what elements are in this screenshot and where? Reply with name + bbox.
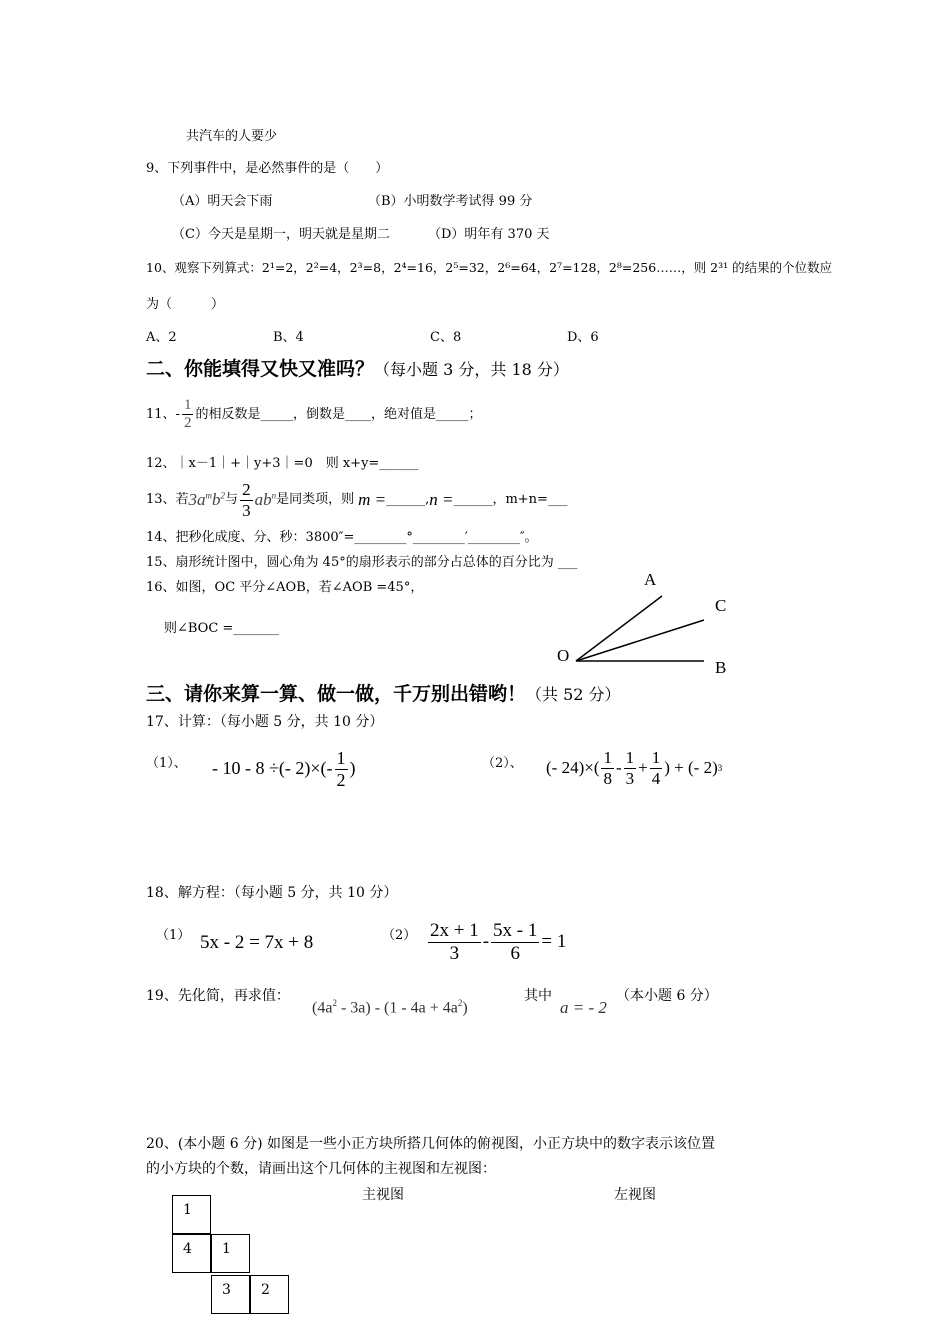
q20-line-1: 20、(本小题 6 分) 如图是一些小正方块所搭几何体的俯视图，小正方块中的数字表示该位置 xyxy=(146,1136,715,1152)
q17-part2-label: （2）、 xyxy=(482,756,523,771)
q13-numerator: 2 xyxy=(242,480,251,499)
q9-option-b: （B）小明数学考试得 99 分 xyxy=(368,194,533,209)
q17-expr-1 xyxy=(212,748,356,790)
q17-expr-1-main: - 10 - 8 ÷(- 2)×(- xyxy=(212,758,333,779)
q17-expr-2-start: (- 24)×( xyxy=(546,757,600,777)
section-3-heading xyxy=(146,683,621,706)
q17-f2-den: 3 xyxy=(625,768,635,788)
ray-oa xyxy=(576,596,662,661)
q17-expr-1-fraction xyxy=(335,748,348,790)
q10-stem-cont: 为（ ） xyxy=(146,297,225,312)
q16-stem: 16、如图，OC 平分∠AOB，若∠AOB =45°， xyxy=(146,580,424,595)
q17-expr-2-frac-2 xyxy=(624,748,637,788)
q18-frac-2 xyxy=(491,920,539,965)
q19-expression xyxy=(312,998,468,1018)
top-view-cell: 1 xyxy=(172,1195,211,1234)
q13-n: n = xyxy=(429,489,454,509)
q17-expr-1-end: ) xyxy=(349,758,356,779)
label-a: A xyxy=(644,570,657,589)
q13-term1-exp-2: 2 xyxy=(220,490,226,501)
q19-expr-a: (4a xyxy=(312,999,333,1017)
q17-stem: 17、计算：（每小题 5 分，共 10 分） xyxy=(146,714,384,730)
label-b: B xyxy=(715,658,727,677)
q18-op: - xyxy=(482,930,490,952)
q18-part1-label: （1） xyxy=(156,928,191,943)
q13-term2-exp-n: n xyxy=(271,490,277,501)
q17-expr-2 xyxy=(546,748,722,788)
q17-expr-2-frac-1 xyxy=(601,748,614,788)
q10-option-c: C、8 xyxy=(430,330,462,345)
q14: 14、把秒化成度、分、秒：3800″=________°________′________″。 xyxy=(146,530,538,545)
section-2-note: （每小题 3 分，共 18 分） xyxy=(374,360,569,379)
label-c: C xyxy=(715,596,727,615)
q15: 15、扇形统计图中，圆心角为 45°的扇形表示的部分占总体的百分比为 ___ xyxy=(146,555,578,570)
top-view-cell: 3 xyxy=(211,1275,250,1314)
label-o: O xyxy=(557,646,570,665)
q18-f2-num: 5x - 1 xyxy=(493,920,538,941)
q13-m: m = xyxy=(358,489,387,509)
q13-term2-base: ab xyxy=(254,489,272,509)
q9-option-a: （A）明天会下雨 xyxy=(172,194,273,209)
section-3-note: （共 52 分） xyxy=(526,685,621,704)
q10-option-d: D、6 xyxy=(567,330,599,345)
q13-term1-exp-m: m xyxy=(205,490,213,501)
q18-equation-1: 5x - 2 = 7x + 8 xyxy=(200,932,314,953)
q19-expr-b: - 3a) - (1 - 4a + 4a xyxy=(336,999,458,1017)
q9-option-d: （D）明年有 370 天 xyxy=(428,227,550,242)
section-3-title: 三、请你来算一算、做一做，千万别出错哟！ xyxy=(146,683,527,705)
q19-exp-2: 2 xyxy=(457,998,463,1008)
q17-expr-1-den: 2 xyxy=(336,769,346,790)
q17-op-2: + xyxy=(638,757,648,777)
q16-ask: 则∠BOC =_______ xyxy=(164,621,279,636)
q13-tail: ，m+n=___ xyxy=(492,492,568,508)
q13-blank-2: ______ xyxy=(453,492,493,508)
q18-f1-den: 3 xyxy=(449,942,460,964)
q17-f1-den: 8 xyxy=(603,768,612,788)
q13-denominator: 3 xyxy=(242,500,251,520)
q17-expr-2-exp: 3 xyxy=(717,762,723,773)
q17-part1-label: （1）、 xyxy=(146,756,187,771)
q18-rhs: = 1 xyxy=(541,930,567,952)
q13-term1-base: 3a xyxy=(188,489,206,509)
q10-stem: 10、观察下列算式：2¹=2，2²=4，2³=8，2⁴=16，2⁵=32，2⁶=64，2⁷=128，2⁸=256……，则 2³¹ 的结果的个位数应 xyxy=(146,260,833,275)
q13-blank-1: ______, xyxy=(386,492,430,508)
q11-text: 的相反数是_____，倒数是____，绝对值是_____； xyxy=(195,406,482,422)
q9-stem: 9、下列事件中，是必然事件的是（ ） xyxy=(146,161,389,176)
q18-f2-den: 6 xyxy=(510,942,520,964)
q18-stem: 18、解方程：（每小题 5 分，共 10 分） xyxy=(146,885,398,901)
q13-label: 13、若 xyxy=(146,492,189,508)
q17-expr-2-frac-3 xyxy=(650,748,663,788)
q19-condition: a = - 2 xyxy=(560,998,607,1017)
q11-label: 11、- xyxy=(146,406,180,422)
q19-note: （本小题 6 分） xyxy=(616,988,718,1004)
q10-option-a: A、2 xyxy=(146,330,177,345)
ray-oc xyxy=(576,620,704,661)
top-view-cell: 2 xyxy=(250,1275,289,1314)
q19-expr-c: ) xyxy=(462,999,468,1017)
q19-exp-1: 2 xyxy=(332,998,337,1008)
q17-expr-1-num: 1 xyxy=(336,748,346,768)
left-view-label: 左视图 xyxy=(614,1187,656,1203)
q8-continuation: 共汽车的人要少 xyxy=(186,129,278,144)
q17-op-1: - xyxy=(615,757,622,777)
q11-denominator: 2 xyxy=(183,415,192,432)
q17-f3-num: 1 xyxy=(651,748,661,767)
q13-text: 是同类项，则 xyxy=(276,492,355,508)
q17-expr-2-end: ) + (- 2) xyxy=(664,757,718,777)
q17-f1-num: 1 xyxy=(603,748,612,767)
q18-equation-2 xyxy=(426,920,566,965)
q10-option-b: B、4 xyxy=(273,330,304,345)
q17-f3-den: 4 xyxy=(651,768,661,788)
q17-f2-num: 1 xyxy=(625,748,635,767)
q13-term1-b: b xyxy=(212,489,221,509)
q19-stem: 19、先化简，再求值： xyxy=(146,988,290,1004)
q19-where: 其中 xyxy=(524,988,552,1004)
front-view-label: 主视图 xyxy=(362,1187,404,1203)
top-view-cell: 4 xyxy=(172,1234,211,1273)
q11-numerator: 1 xyxy=(182,397,194,415)
q12: 12、｜x－1｜+｜y+3｜=0 则 x+y=______ xyxy=(146,456,419,471)
section-2-title: 二、你能填得又快又准吗？ xyxy=(146,358,375,380)
q20-line-2: 的小方块的个数，请画出这个几何体的主视图和左视图： xyxy=(146,1161,496,1177)
q9-option-c: （C）今天是星期一，明天就是星期二 xyxy=(172,227,390,242)
q18-f1-num: 2x + 1 xyxy=(430,920,479,941)
q18-part2-label: （2） xyxy=(382,928,417,943)
q18-frac-1 xyxy=(428,920,481,965)
q13-and: 与 xyxy=(225,492,239,508)
top-view-cell: 1 xyxy=(211,1234,250,1273)
